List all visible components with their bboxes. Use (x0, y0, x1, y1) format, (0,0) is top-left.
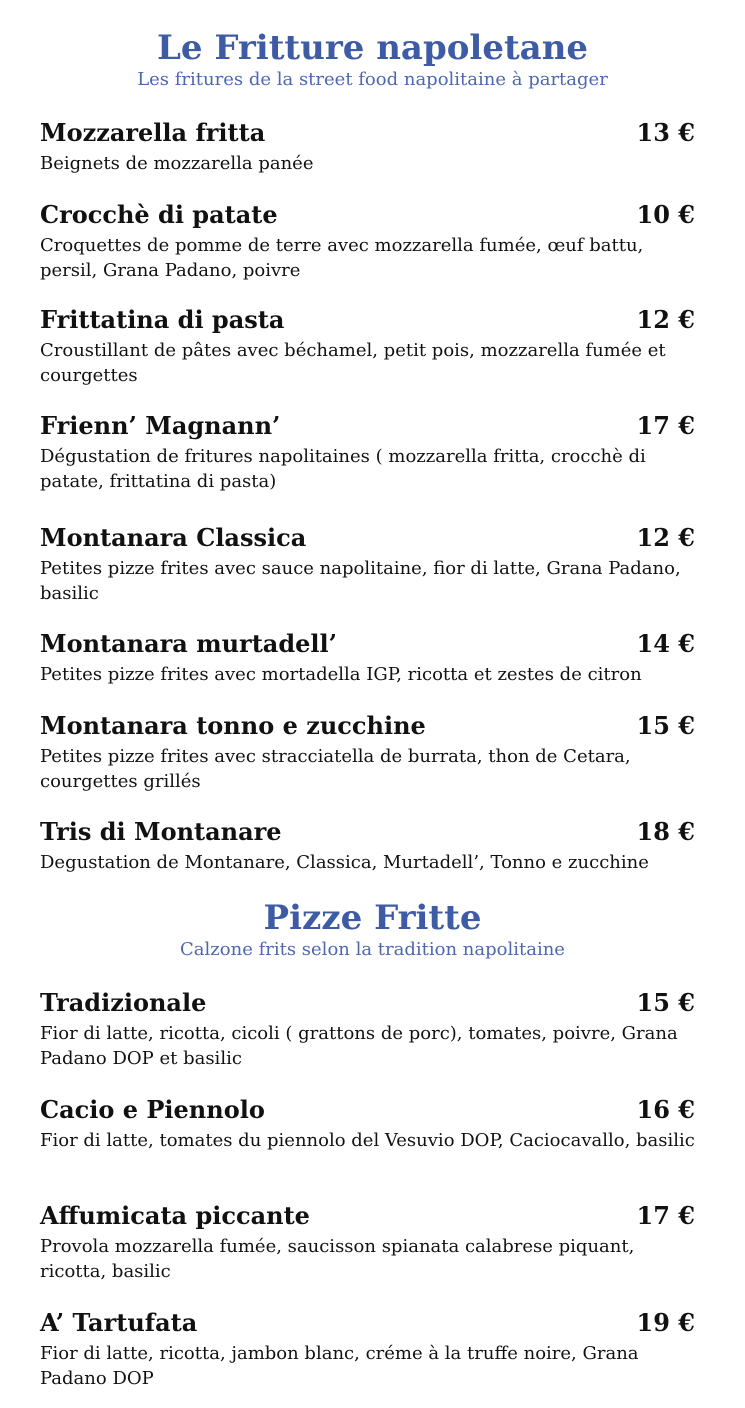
item-description: Degustation de Montanare, Classica, Murtadell’, Tonno e zucchine (40, 852, 649, 873)
menu-item (40, 987, 695, 1071)
menu-item (40, 1307, 695, 1391)
item-price: 16 € (636, 1095, 695, 1124)
item-name: Crocchè di patate (40, 200, 278, 229)
item-price: 17 € (636, 1201, 695, 1230)
item-description: Fior di latte, tomates du piennolo del Vesuvio DOP, Caciocavallo, basilic (40, 1130, 695, 1151)
menu-item (40, 710, 695, 794)
item-name: Montanara Classica (40, 523, 307, 552)
menu-item (40, 816, 695, 875)
menu-item (40, 628, 695, 687)
item-name: Tradizionale (40, 988, 207, 1017)
item-description: Fior di latte, ricotta, jambon blanc, créme à la truffe noire, Grana Padano DOP (40, 1343, 639, 1389)
item-description: Croustillant de pâtes avec béchamel, petit pois, mozzarella fumée et courgettes (40, 340, 666, 386)
menu-item (40, 199, 695, 283)
item-description: Dégustation de fritures napolitaines ( mozzarella fritta, crocchè di patate, frittatina di pasta) (40, 446, 646, 492)
item-name: Frittatina di pasta (40, 305, 285, 334)
item-description: Petites pizze frites avec mortadella IGP, ricotta et zestes de citron (40, 664, 642, 685)
menu-item (40, 117, 695, 176)
section-title-pizze-fritte: Pizze Fritte (263, 898, 482, 938)
section-subtitle-fritture: Les fritures de la street food napolitaine à partager (137, 69, 608, 90)
item-price: 15 € (636, 988, 695, 1017)
item-price: 19 € (636, 1308, 695, 1337)
item-price: 10 € (636, 200, 695, 229)
menu-item (40, 522, 695, 606)
item-description: Croquettes de pomme de terre avec mozzarella fumée, œuf battu, persil, Grana Padano, poivre (40, 235, 644, 281)
section-subtitle-pizze-fritte: Calzone frits selon la tradition napolitaine (180, 939, 565, 960)
menu-item (40, 1094, 695, 1153)
item-name: A’ Tartufata (40, 1308, 198, 1337)
menu-item (40, 304, 695, 388)
item-price: 12 € (636, 523, 695, 552)
item-name: Tris di Montanare (40, 817, 282, 846)
section-title-fritture: Le Fritture napoletane (156, 28, 589, 68)
menu-item (40, 1200, 695, 1284)
item-description: Provola mozzarella fumée, saucisson spianata calabrese piquant, ricotta, basilic (40, 1236, 635, 1282)
item-description: Petites pizze frites avec stracciatella de burrata, thon de Cetara, courgettes grillés (40, 746, 631, 792)
item-name: Frienn’ Magnann’ (40, 411, 281, 440)
item-name: Cacio e Piennolo (40, 1095, 265, 1124)
item-description: Fior di latte, ricotta, cicoli ( grattons de porc), tomates, poivre, Grana Padano DOP et basilic (40, 1023, 678, 1069)
item-description: Petites pizze frites avec sauce napolitaine, fior di latte, Grana Padano, basilic (40, 558, 681, 604)
menu-item (40, 410, 695, 494)
item-price: 15 € (636, 711, 695, 740)
item-price: 14 € (636, 629, 695, 658)
item-price: 12 € (636, 305, 695, 334)
item-price: 17 € (636, 411, 695, 440)
item-description: Beignets de mozzarella panée (40, 153, 314, 174)
item-name: Montanara tonno e zucchine (40, 711, 426, 740)
item-name: Mozzarella fritta (40, 118, 266, 147)
item-price: 13 € (636, 118, 695, 147)
item-name: Affumicata piccante (40, 1201, 310, 1230)
item-name: Montanara murtadell’ (40, 629, 337, 658)
item-price: 18 € (636, 817, 695, 846)
